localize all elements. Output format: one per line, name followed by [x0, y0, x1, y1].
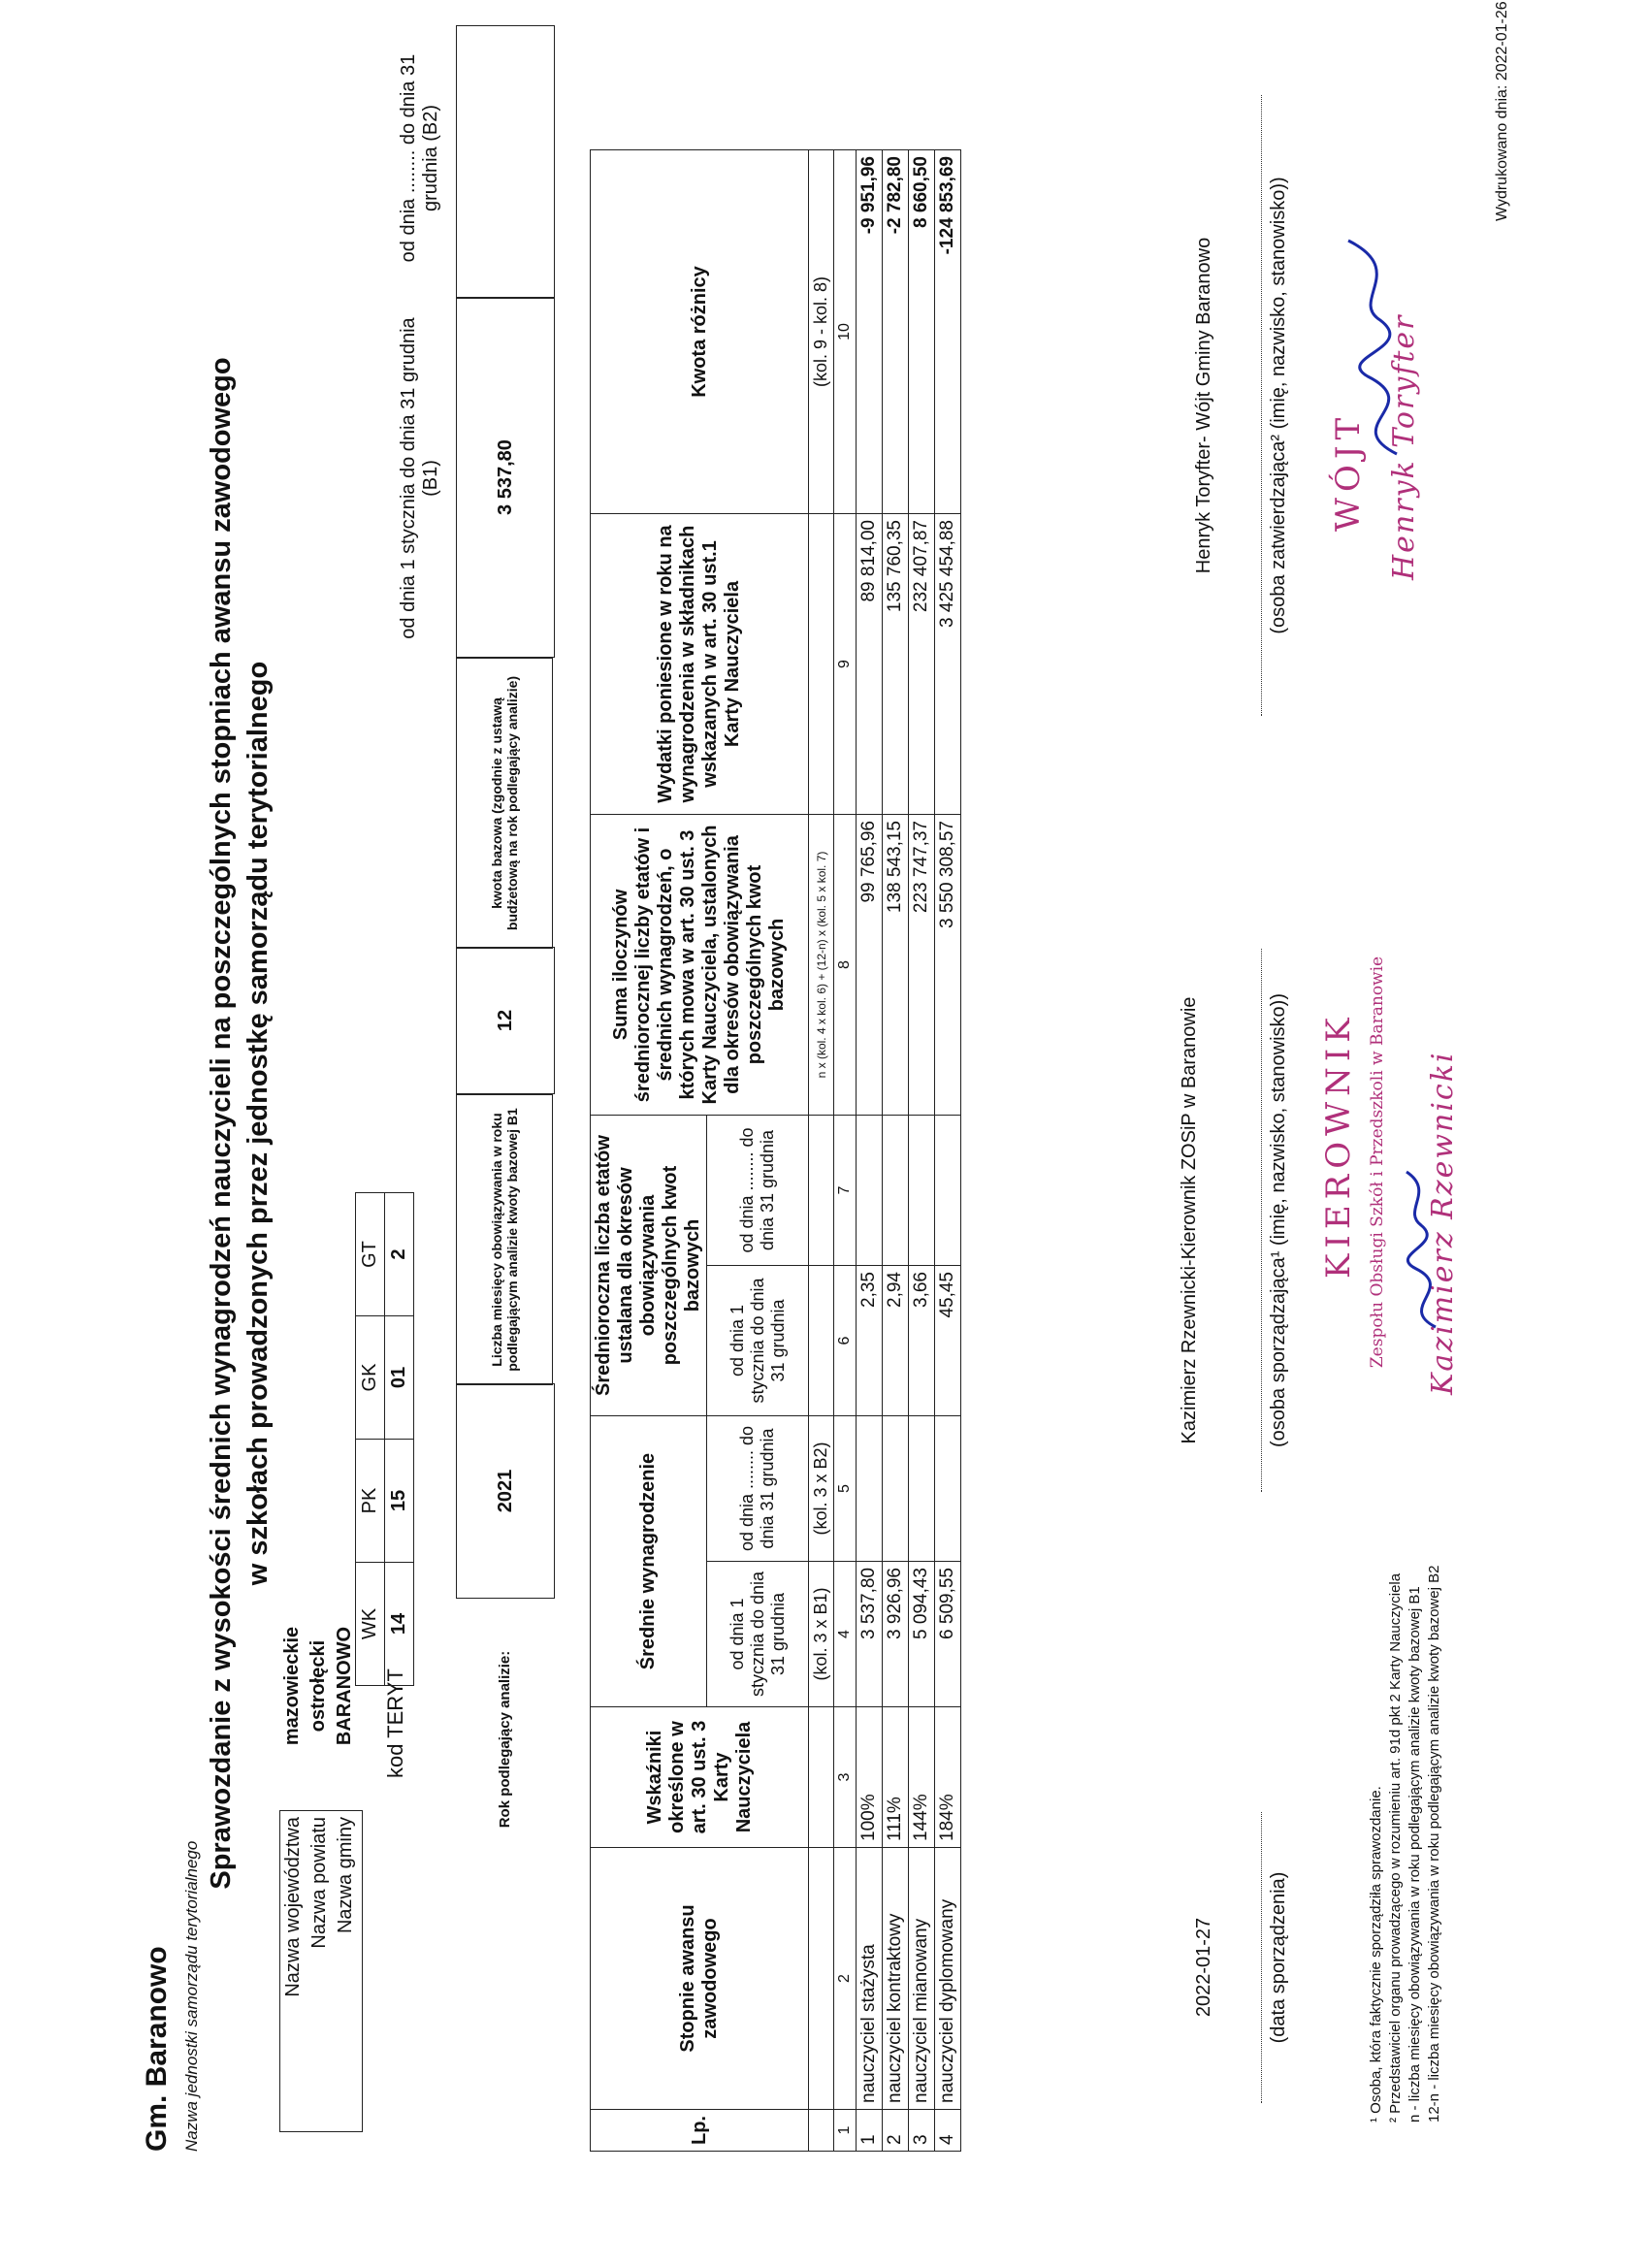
row-stopien: nauczyciel dyplomowany: [935, 1848, 961, 2110]
b1-value: 3 537,80: [456, 297, 555, 658]
table-row: [909, 150, 935, 2152]
voivodeship-label: Nazwa województwa: [282, 1817, 304, 1997]
teryt-header-pk: PK: [356, 1440, 385, 1563]
unit-caption: Nazwa jednostki samorządu terytorialnego: [182, 1840, 201, 2152]
row-wydatki: 232 407,87: [909, 514, 935, 815]
row-sr-b: [935, 1416, 961, 1562]
formula-roznica: (kol. 9 - kol. 8): [809, 150, 834, 514]
year-value: 2021: [456, 1383, 555, 1599]
footnote-3: n - liczba miesięcy obowiązywania w roku podlegającym analizie kwoty bazowej B1: [1406, 1586, 1423, 2122]
header-srednie-a: od dnia 1 stycznia do dnia 31 grudnia: [707, 1562, 809, 1707]
preparer-name: Kazimierz Rzewnicki-Kierownik ZOSiP w Baranowie: [1179, 996, 1200, 1444]
header-lp: Lp.: [591, 2110, 809, 2152]
names-values: [279, 1560, 358, 1812]
teryt-value-gt: 2: [385, 1193, 414, 1316]
report-title-line2: w szkołach prowadzonych przez jednostkę samorządu terytorialnego: [242, 661, 274, 1586]
signature-kierownik: [1377, 1162, 1465, 1337]
row-roznica: -2 782,80: [883, 150, 909, 514]
header-stopnie: Stopnie awansu zawodowego: [591, 1848, 809, 2110]
row-sr-b: [857, 1416, 883, 1562]
printed-date: Wydrukowano dnia: 2022-01-26: [1494, 1, 1510, 221]
col-number: 6: [834, 1266, 857, 1416]
signature-wojt: [1329, 231, 1436, 464]
header-wydatki: Wydatki poniesione w roku na wynagrodzenia w składnikach wskazanych w art. 30 ust.1 Karty Nauczyciela: [591, 514, 809, 815]
row-suma: 3 550 308,57: [935, 815, 961, 1116]
row-wydatki: 135 760,35: [883, 514, 909, 815]
col-number: 10: [834, 150, 857, 514]
header-etaty-a: od dnia 1 stycznia do dnia 31 grudnia: [707, 1266, 809, 1416]
commune-value: BARANOWO: [334, 1626, 355, 1746]
row-roznica: -124 853,69: [935, 150, 961, 514]
footnote-2: ² Przedstawiciel organu prowadzącego w rozumieniu art. 91d pkt 2 Karty Nauczyciela: [1387, 1572, 1404, 2122]
b2-range: od dnia ........ do dnia 31 grudnia (B2): [398, 53, 441, 263]
row-et-a: 2,94: [883, 1266, 909, 1416]
row-sr-a: 5 094,43: [909, 1562, 935, 1707]
row-sr-b: [883, 1416, 909, 1562]
months-label: Liczba miesięcy obowiązywania w roku podlegającym analizie kwoty bazowej B1: [456, 1094, 553, 1385]
teryt-header-wk: WK: [356, 1563, 385, 1686]
row-et-b: [935, 1116, 961, 1266]
stamp-kierownik: KIEROWNIK: [1319, 1012, 1358, 1279]
header-wskazniki: Wskaźniki określone w art. 30 ust. 3 Karty Nauczyciela: [591, 1707, 809, 1848]
row-et-a: 3,66: [909, 1266, 935, 1416]
year-label: Rok podlegający analizie:: [496, 1650, 513, 1829]
col-number: 3: [834, 1707, 857, 1848]
col-number: 5: [834, 1416, 857, 1562]
header-etaty: Średnioroczna liczba etatów ustalana dla okresów obowiązywania poszczególnych kwot bazowych: [591, 1116, 707, 1416]
teryt-value-gk: 01: [385, 1316, 414, 1440]
row-et-b: [883, 1116, 909, 1266]
row-suma: 223 747,37: [909, 815, 935, 1116]
b2-value: [456, 25, 555, 299]
row-et-a: 2,35: [857, 1266, 883, 1416]
teryt-value-pk: 15: [385, 1440, 414, 1563]
approver-caption: (osoba zatwierdzająca² (imię, nazwisko, stanowisko)): [1261, 95, 1290, 716]
row-wskaznik: 144%: [909, 1707, 935, 1848]
row-sr-a: 3 926,96: [883, 1562, 909, 1707]
row-sr-a: 6 509,55: [935, 1562, 961, 1707]
report-title-line1: Sprawozdanie z wysokości średnich wynagrodzeń nauczycieli na poszczególnych stopniach awansu zawodowego: [206, 357, 237, 1890]
row-stopien: nauczyciel mianowany: [909, 1848, 935, 2110]
names-box: [279, 1810, 363, 2132]
date-value: 2022-01-27: [1193, 1917, 1214, 2018]
row-suma: 138 543,15: [883, 815, 909, 1116]
county-label: Nazwa powiatu: [308, 1817, 330, 1949]
formula-suma: n x (kol. 4 x kol. 6) + (12-n) x (kol. 5 x kol. 7): [809, 815, 834, 1116]
row-sr-a: 3 537,80: [857, 1562, 883, 1707]
row-lp: 3: [909, 2110, 935, 2152]
formula-srednie-b: (kol. 3 x B2): [809, 1416, 834, 1562]
row-roznica: -9 951,96: [857, 150, 883, 514]
header-suma: Suma iloczynów średniorocznej liczby etatów i średnich wynagrodzeń, o których mowa w art. 30 ust. 3 Karty Nauczyciela, ustalonych dla okresów obowiązywania poszczególnych kwot bazowych: [591, 815, 809, 1116]
base-amount-label: kwota bazowa (zgodnie z ustawą budżetową na rok podlegający analizie): [456, 658, 553, 949]
row-et-b: [909, 1116, 935, 1266]
row-wskaznik: 111%: [883, 1707, 909, 1848]
table-row: [883, 150, 909, 2152]
teryt-label: kod TERYT: [383, 1669, 407, 1778]
row-et-a: 45,45: [935, 1266, 961, 1416]
stamp-kierownik-name: Kazimierz Rzewnicki: [1426, 1051, 1460, 1395]
footnote-4: 12-n - liczba miesięcy obowiązywania w roku podlegającym analizie kwoty bazowej B2: [1426, 1565, 1442, 2122]
row-wskaznik: 184%: [935, 1707, 961, 1848]
stamp-kierownik-sub: Zespołu Obsługi Szkół i Przedszkoli w Baranowie: [1368, 956, 1387, 1369]
col-number: 1: [834, 2110, 857, 2152]
row-roznica: 8 660,50: [909, 150, 935, 514]
col-number: 9: [834, 514, 857, 815]
preparer-caption: (osoba sporządzająca¹ (imię, nazwisko, stanowisko)): [1261, 949, 1290, 1492]
row-wskaznik: 100%: [857, 1707, 883, 1848]
row-stopien: nauczyciel stażysta: [857, 1848, 883, 2110]
col-number: 8: [834, 815, 857, 1116]
salary-table: [590, 149, 961, 2152]
b1-range: od dnia 1 stycznia do dnia 31 grudnia (B1): [398, 317, 441, 639]
row-et-b: [857, 1116, 883, 1266]
header-etaty-b: od dnia ........ do dnia 31 grudnia: [707, 1116, 809, 1266]
teryt-header-gt: GT: [356, 1193, 385, 1316]
voivodeship-value: mazowieckie: [281, 1626, 303, 1746]
row-sr-b: [909, 1416, 935, 1562]
county-value: ostrołęcki: [307, 1639, 329, 1733]
col-number: 4: [834, 1562, 857, 1707]
row-lp: 1: [857, 2110, 883, 2152]
row-stopien: nauczyciel kontraktowy: [883, 1848, 909, 2110]
stamp-wojt-name: Henryk Toryfter: [1387, 313, 1421, 580]
row-wydatki: 89 814,00: [857, 514, 883, 815]
col-number: 2: [834, 1848, 857, 2110]
stamp-wojt: WÓJT: [1329, 411, 1368, 532]
footnote-1: ¹ Osoba, która faktycznie sporządziła sprawozdanie.: [1368, 1786, 1384, 2122]
header-roznica: Kwota różnicy: [591, 150, 809, 514]
months-value: 12: [456, 947, 555, 1094]
row-suma: 99 765,96: [857, 815, 883, 1116]
date-caption: (data sporządzenia): [1261, 1812, 1290, 2103]
col-number: 7: [834, 1116, 857, 1266]
header-srednie: Średnie wynagrodzenie: [591, 1416, 707, 1707]
unit-name: Gm. Baranowo: [141, 1946, 173, 2152]
formula-srednie-a: (kol. 3 x B1): [809, 1562, 834, 1707]
row-lp: 2: [883, 2110, 909, 2152]
row-wydatki: 3 425 454,88: [935, 514, 961, 815]
table-row: [857, 150, 883, 2152]
table-row: [935, 150, 961, 2152]
teryt-value-wk: 14: [385, 1563, 414, 1686]
teryt-table: [355, 1192, 414, 1686]
commune-label: Nazwa gminy: [335, 1817, 356, 1934]
header-srednie-b: od dnia ........ do dnia 31 grudnia: [707, 1416, 809, 1562]
approver-name: Henryk Toryfter- Wójt Gminy Baranowo: [1193, 237, 1214, 574]
teryt-header-gk: GK: [356, 1316, 385, 1440]
row-lp: 4: [935, 2110, 961, 2152]
